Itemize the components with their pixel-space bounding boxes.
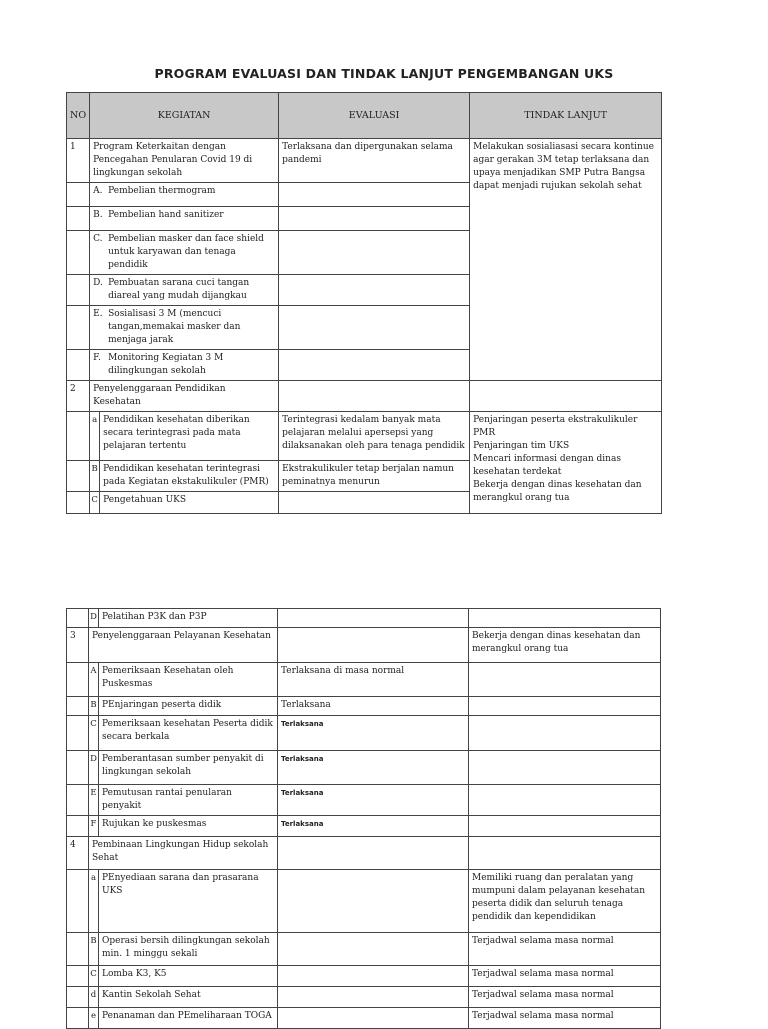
item-letter: A	[89, 663, 99, 697]
evaluasi-cell: Ekstrakulikuler tetap berjalan namun peminatnya menurun	[279, 461, 470, 492]
evaluasi-cell: Terintegrasi kedalam banyak mata pelajaran melalui apersepsi yang dilaksanakan oleh para tenaga pendidik	[279, 412, 470, 461]
table-row	[67, 816, 661, 837]
item-letter: a	[90, 412, 100, 461]
row-number: 4	[67, 837, 89, 870]
item-text: Pembelian hand sanitizer	[108, 210, 224, 220]
item-letter: E	[89, 785, 99, 816]
table-row	[67, 663, 661, 697]
tindak-lanjut-cell: Memiliki ruang dan peralatan yang mumpuni dalam pelayanan kesehatan peserta didik dan seluruh tenaga pendidik dan kependidikan	[469, 870, 661, 933]
tindak-lanjut-cell: Melakukan sosialiasasi secara kontinue agar gerakan 3M tetap terlaksana dan upaya menjadikan SMP Putra Bangsa dapat menjadi rujukan sekolah sehat	[470, 139, 662, 381]
kegiatan-cell: Penyelenggaraan Pelayanan Kesehatan	[89, 628, 278, 663]
item-letter: B	[89, 697, 99, 716]
tindak-lanjut-cell: Penjaringan peserta ekstrakulikuler PMR Penjaringan tim UKS Mencari informasi dengan dinas kesehatan terdekat Bekerja dengan dinas kesehatan dan merangkul orang tua	[470, 412, 662, 514]
item-letter: C	[89, 966, 99, 987]
item-letter: B.	[93, 210, 103, 220]
kegiatan-cell: Pembinaan Lingkungan Hidup sekolah Sehat	[89, 837, 278, 870]
item-text: Pemeriksaan Kesehatan oleh Puskesmas	[99, 663, 278, 697]
table-header-row	[67, 93, 662, 139]
item-text: Pembelian masker dan face shield untuk karyawan dan tenaga pendidik	[108, 234, 264, 270]
item-text: Pemberantasan sumber penyakit di lingkungan sekolah	[99, 751, 278, 785]
item-letter: D	[89, 609, 99, 628]
status-text: Terlaksana	[281, 820, 324, 828]
tindak-lanjut-cell: Terjadwal selama masa normal	[469, 987, 661, 1008]
item-letter: a	[89, 870, 99, 933]
item-text: Sosialisasi 3 M (mencuci tangan,memakai masker dan menjaga jarak	[108, 309, 241, 345]
kegiatan-item	[90, 231, 279, 275]
status-text: Terlaksana	[281, 789, 324, 797]
tindak-lanjut-cell: Terjadwal selama masa normal	[469, 966, 661, 987]
item-letter: A.	[93, 186, 103, 196]
item-text: Operasi bersih dilingkungan sekolah min. 1 minggu sekali	[99, 933, 278, 966]
item-letter: D.	[93, 278, 103, 288]
item-letter: F.	[93, 353, 101, 363]
table-row	[67, 381, 662, 412]
tindak-lanjut-cell: Terjadwal selama masa normal	[469, 933, 661, 966]
row-number: 3	[67, 628, 89, 663]
table-row	[67, 139, 662, 183]
evaluasi-cell: Terlaksana di masa normal	[278, 663, 469, 697]
item-letter: D	[89, 751, 99, 785]
evaluasi-cell	[278, 751, 469, 785]
item-letter: C	[90, 492, 100, 514]
item-text: Pelatihan P3K dan P3P	[99, 609, 278, 628]
item-text: Pemutusan rantai penularan penyakit	[99, 785, 278, 816]
table-row	[67, 609, 661, 628]
status-text: Terlaksana	[281, 720, 324, 728]
document-title: PROGRAM EVALUASI DAN TINDAK LANJUT PENGEMBANGAN UKS	[154, 66, 614, 81]
kegiatan-item	[90, 207, 279, 231]
header-no: NO	[67, 93, 90, 139]
table-row	[67, 785, 661, 816]
evaluasi-cell	[278, 716, 469, 751]
header-kegiatan: KEGIATAN	[90, 93, 279, 139]
evaluasi-cell	[278, 816, 469, 837]
item-text: Pembuatan sarana cuci tangan diareal yang mudah dijangkau	[108, 278, 250, 301]
kegiatan-item	[90, 183, 279, 207]
item-text: Pengetahuan UKS	[100, 492, 279, 514]
evaluation-table-page1	[66, 92, 662, 514]
evaluasi-cell	[278, 785, 469, 816]
tindak-lanjut-cell: Bekerja dengan dinas kesehatan dan merangkul orang tua	[469, 628, 661, 663]
item-text: Penanaman dan PEmeliharaan TOGA	[99, 1008, 278, 1029]
table-row	[67, 870, 661, 933]
row-number: 2	[67, 381, 90, 412]
table-row	[67, 628, 661, 663]
item-text: PEnjaringan peserta didik	[99, 697, 278, 716]
item-letter: e	[89, 1008, 99, 1029]
item-letter: d	[89, 987, 99, 1008]
header-evaluasi: EVALUASI	[279, 93, 470, 139]
kegiatan-cell: Penyelenggaraan Pendidikan Kesehatan	[90, 381, 279, 412]
evaluasi-cell: Terlaksana dan dipergunakan selama pandemi	[279, 139, 470, 183]
item-letter: B	[90, 461, 100, 492]
kegiatan-item	[90, 350, 279, 381]
table-row	[67, 987, 661, 1008]
item-text: Pendidikan kesehatan diberikan secara terintegrasi pada mata pelajaran tertentu	[100, 412, 279, 461]
tindak-lanjut-cell: Terjadwal selama masa normal	[469, 1008, 661, 1029]
evaluasi-cell: Terlaksana	[278, 697, 469, 716]
evaluasi-cell	[279, 492, 470, 514]
kegiatan-item	[90, 306, 279, 350]
item-letter: E.	[93, 309, 103, 319]
table-row	[67, 716, 661, 751]
header-tindak-lanjut: TINDAK LANJUT	[470, 93, 662, 139]
table-row	[67, 933, 661, 966]
item-letter: F	[89, 816, 99, 837]
item-text: PEnyediaan sarana dan prasarana UKS	[99, 870, 278, 933]
table-row	[67, 697, 661, 716]
item-letter: B	[89, 933, 99, 966]
table-row	[67, 1008, 661, 1029]
kegiatan-item	[90, 275, 279, 306]
item-text: Pendidikan kesehatan terintegrasi pada Kegiatan ekstakulikuler (PMR)	[100, 461, 279, 492]
item-text: Pembelian thermogram	[108, 186, 216, 196]
evaluation-table-page2	[66, 608, 661, 1029]
table-row	[67, 412, 662, 461]
kegiatan-cell: Program Keterkaitan dengan Pencegahan Penularan Covid 19 di lingkungan sekolah	[90, 139, 279, 183]
table-row	[67, 966, 661, 987]
status-text: Terlaksana	[281, 755, 324, 763]
row-number: 1	[67, 139, 90, 183]
item-text: Kantin Sekolah Sehat	[99, 987, 278, 1008]
item-letter: C.	[93, 234, 103, 244]
item-text: Monitoring Kegiatan 3 M dilingkungan sekolah	[108, 353, 224, 376]
table-row	[67, 837, 661, 870]
item-text: Pemeriksaan kesehatan Peserta didik secara berkala	[99, 716, 278, 751]
table-row	[67, 751, 661, 785]
item-text: Lomba K3, K5	[99, 966, 278, 987]
item-text: Rujukan ke puskesmas	[99, 816, 278, 837]
item-letter: C	[89, 716, 99, 751]
